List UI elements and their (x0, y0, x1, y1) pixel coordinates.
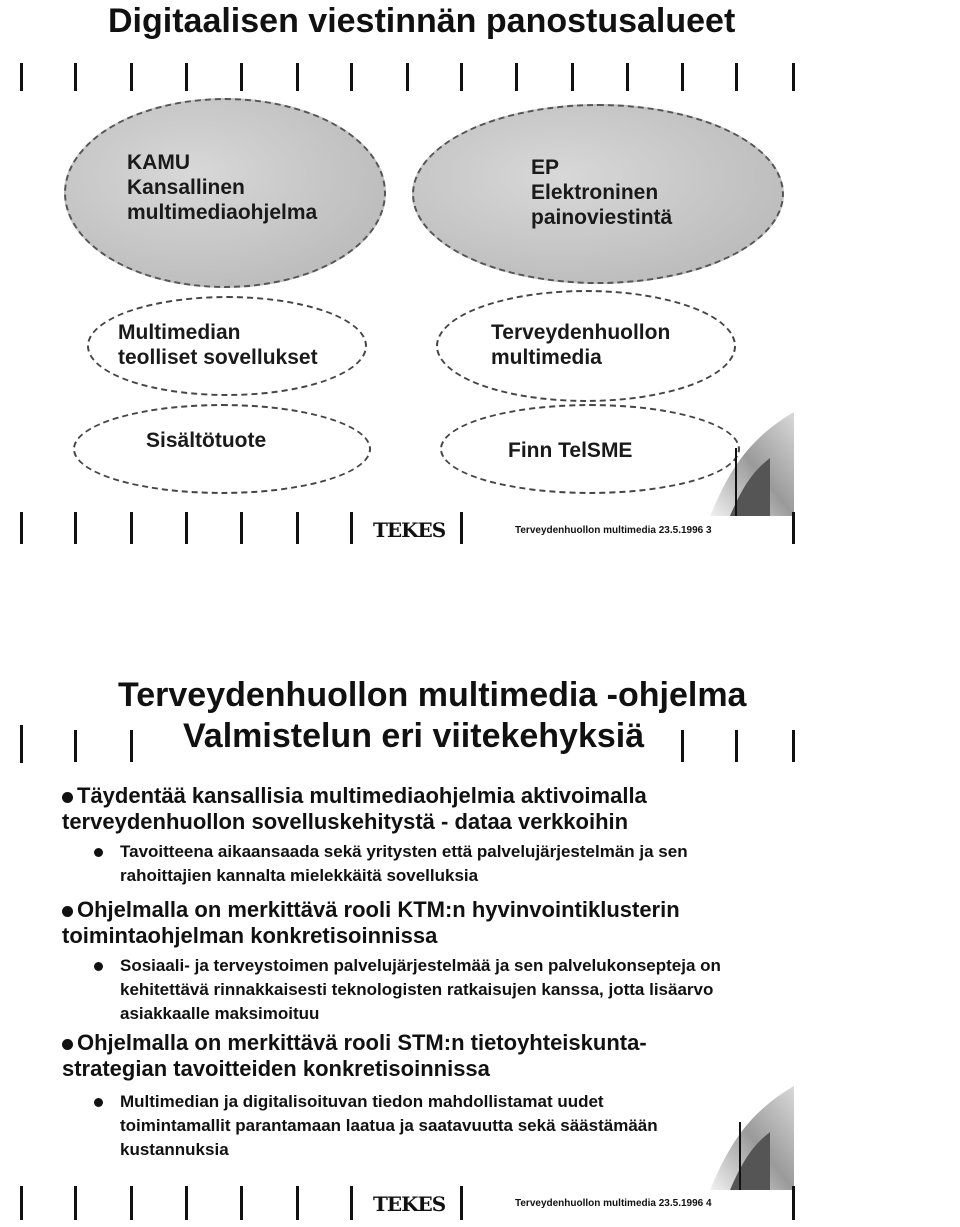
top-rule-tick (240, 63, 243, 91)
bottom-rule-tick (240, 512, 243, 544)
sub-bullet-1: Tavoitteena aikaansaada sekä yritysten että palvelujärjestelmän ja sen rahoittajien kannalta mielekkäitä sovelluksia (120, 840, 760, 888)
bottom-rule-tick (185, 512, 188, 544)
bottom-rule-tick (240, 1186, 243, 1220)
tekes-logo: TEKES (373, 518, 446, 542)
top-rule-tick (185, 63, 188, 91)
bottom-rule-tick (20, 1186, 23, 1220)
ellipse-ep-label: EP Elektroninen painoviestintä (531, 156, 673, 229)
top-rule-tick (681, 63, 684, 91)
bottom-rule-tick (792, 512, 795, 544)
bottom-rule-tick (460, 512, 463, 544)
bottom-rule-tick (74, 512, 77, 544)
bottom-rule-tick (130, 1186, 133, 1220)
bullet-dot (94, 962, 103, 971)
top-rule-tick (735, 63, 738, 91)
ellipse-finn-telsme-label: Finn TelSME (508, 439, 633, 462)
slide-3 (0, 0, 960, 560)
ellipse-sisaltotuote-label: Sisältötuote (146, 429, 267, 452)
bottom-rule-tick (792, 1186, 795, 1220)
ellipse-terveydenhuollon-label: Terveydenhuollon multimedia (491, 321, 671, 369)
bullet-dot (94, 848, 103, 857)
top-rule-tick (626, 63, 629, 91)
sub-bullet-3: Multimedian ja digitalisoituvan tiedon mahdollistamat uudet toimintamallit parantamaan laatua ja saatavuutta sekä säästämään kustannuksia (120, 1090, 700, 1162)
slide-title: Digitaalisen viestinnän panostusalueet (108, 2, 736, 40)
top-rule-tick (681, 730, 684, 762)
top-rule-tick (74, 730, 77, 762)
top-rule-tick (460, 63, 463, 91)
ellipse-multimedian-label: Multimedian teolliset sovellukset (118, 321, 318, 369)
bottom-rule-tick (350, 512, 353, 544)
slide-title-line2: Valmistelun eri viitekehyksiä (183, 717, 645, 755)
top-rule-tick (406, 63, 409, 91)
bottom-rule-tick (296, 512, 299, 544)
page-curl-graphic (690, 1082, 796, 1190)
bullet-dot (62, 906, 73, 917)
top-rule-tick (792, 730, 795, 762)
bottom-rule-tick (74, 1186, 77, 1220)
bottom-rule-tick (460, 1186, 463, 1220)
bullet-dot (94, 1098, 103, 1107)
slide-4 (0, 670, 960, 1227)
slide-title-line1: Terveydenhuollon multimedia -ohjelma (118, 676, 747, 714)
bullet-dot (62, 792, 73, 803)
top-rule-tick (350, 63, 353, 91)
slide-footer: Terveydenhuollon multimedia 23.5.1996 4 (515, 1198, 712, 1209)
top-rule-tick (20, 725, 23, 763)
bullet-3: Ohjelmalla on merkittävä rooli STM:n tietoyhteiskunta-strategian tavoitteiden konkretisoinnissa (62, 1030, 647, 1081)
top-rule-tick (130, 63, 133, 91)
top-rule-tick (792, 63, 795, 91)
top-rule-tick (296, 63, 299, 91)
top-rule-tick (130, 730, 133, 762)
top-rule-tick (74, 63, 77, 91)
bottom-rule-tick (185, 1186, 188, 1220)
sub-bullet-2: Sosiaali- ja terveystoimen palvelujärjestelmää ja sen palvelukonsepteja on kehitettävä rinnakkaisesti teknologisten ratkaisujen kanssa, jotta lisäarvo asiakkaalle maksimoituu (120, 954, 730, 1026)
ellipse-kamu-label: KAMU Kansallinen multimediaohjelma (127, 151, 318, 224)
top-rule-tick (571, 63, 574, 91)
bullet-2: Ohjelmalla on merkittävä rooli KTM:n hyvinvointiklusterin toimintaohjelman konkretisoinnissa (62, 897, 680, 948)
slide-footer: Terveydenhuollon multimedia 23.5.1996 3 (515, 525, 712, 536)
bottom-rule-tick (350, 1186, 353, 1220)
top-rule-tick (515, 63, 518, 91)
bottom-rule-tick (130, 512, 133, 544)
top-rule-tick (20, 63, 23, 91)
tekes-logo: TEKES (373, 1192, 446, 1216)
bottom-rule-tick (296, 1186, 299, 1220)
bullet-dot (62, 1039, 73, 1050)
top-rule-tick (735, 730, 738, 762)
page-curl-graphic (690, 408, 796, 516)
bullet-1: Täydentää kansallisia multimediaohjelmia aktivoimalla terveydenhuollon sovelluskehitystä - dataa verkkoihin (62, 783, 647, 834)
bottom-rule-tick (20, 512, 23, 544)
